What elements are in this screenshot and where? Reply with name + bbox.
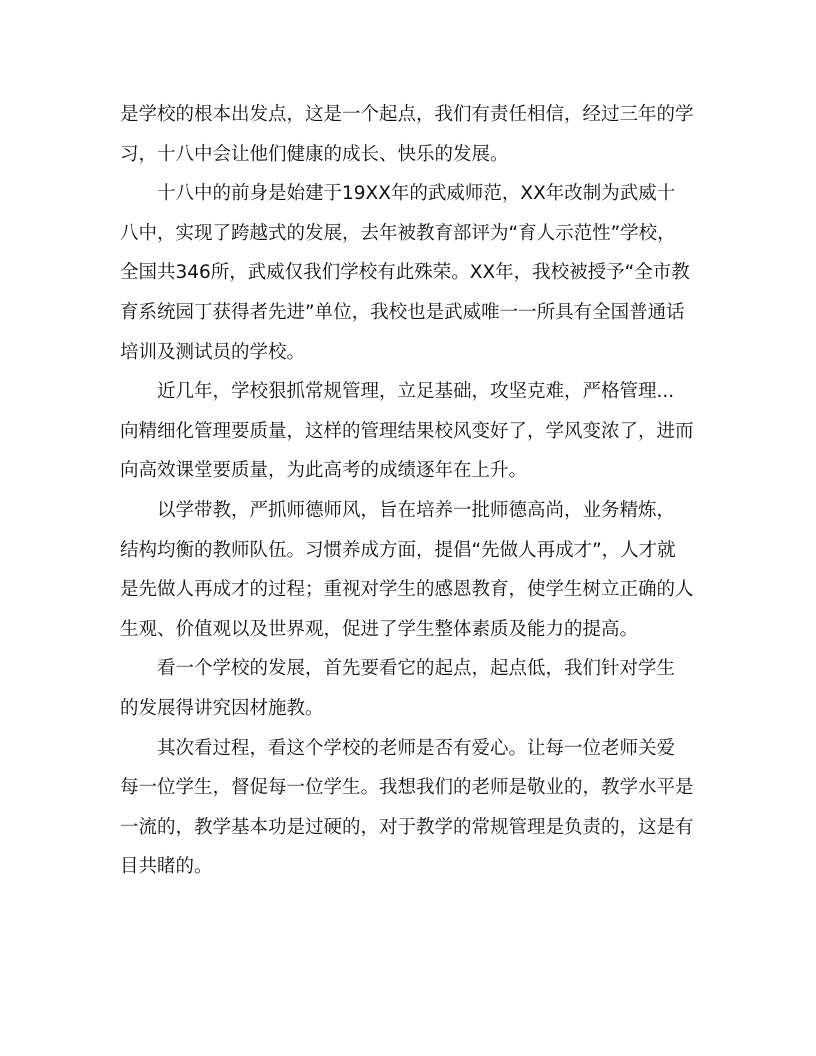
paragraph-6: 其次看过程，看这个学校的老师是否有爱心。让每一位老师关爱 每一位学生，督促每一位学生。我想我们的老师是敬业的，教学水平是 一流的，教学基本功是过硬的，对于教学的常规管理是负责的，这是有 目共睹的。 xyxy=(120,737,694,878)
paragraph-4: 以学带教，严抓师德师风，旨在培养一批师德高尚，业务精炼， 结构均衡的教师队伍。习惯养成方面，提倡“先做人再成才”，人才就 是先做人再成才的过程；重视对学生的感恩教育，使学生树立正确的人 生观、价值观以及世界观，促进了学生整体素质及能力的提高。 xyxy=(120,499,694,640)
paragraph-2: 十八中的前身是始建于19XX年的武威师范，XX年改制为武威十 八中，实现了跨越式的发展，去年被教育部评为“育人示范性”学校， 全国共346所，武威仅我们学校有此殊荣。XX年，我校被授予“全市教 育系统园丁获得者先进”单位，我校也是武威唯一一所具有全国普通话 培训及测试员的学校。 xyxy=(120,183,690,363)
document-body xyxy=(120,95,700,887)
paragraph-1: 是学校的根本出发点，这是一个起点，我们有责任相信，经过三年的学 习，十八中会让他们健康的成长、快乐的发展。 xyxy=(120,104,694,165)
paragraph-5: 看一个学校的发展，首先要看它的起点，起点低，我们针对学生 的发展得讲究因材施教。 xyxy=(120,658,676,719)
paragraph-3: 近几年，学校狠抓常规管理，立足基础，攻坚克难，严格管理... 向精细化管理要质量，这样的管理结果校风变好了，学风变浓了，进而 向高效课堂要质量，为此高考的成绩逐年在上升。 xyxy=(120,381,694,482)
